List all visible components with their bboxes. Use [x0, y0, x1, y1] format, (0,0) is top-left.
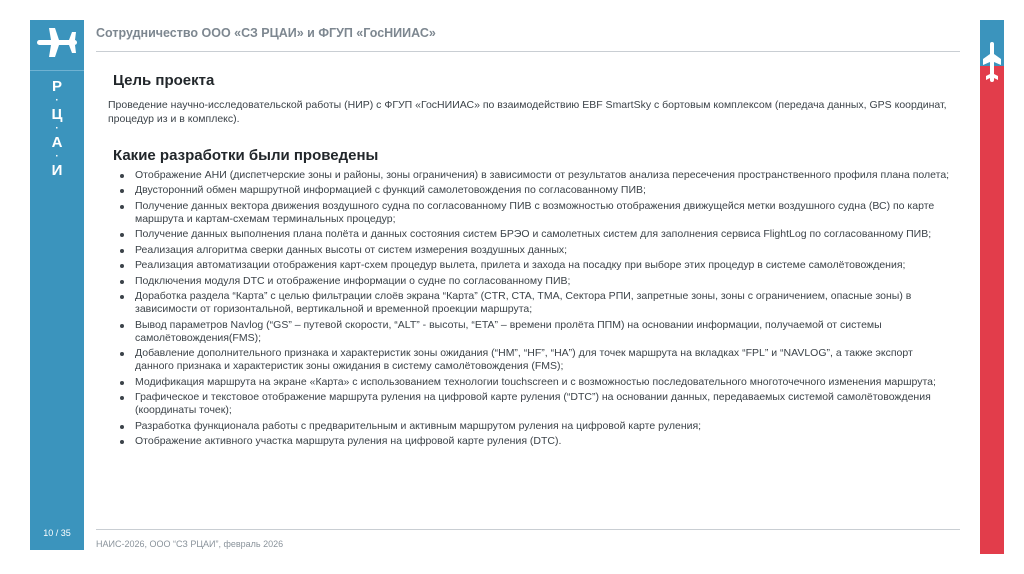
list-item: Модификация маршрута на экране «Карта» с использованием технологии touchscreen и с возможностью последовательного многоточечного изменения маршрута;: [118, 376, 952, 389]
list-item: Разработка функционала работы с предварительным и активным маршрутом руления на цифровой карте руления;: [118, 420, 952, 433]
done-heading: Какие разработки были проведены: [113, 147, 379, 164]
list-item: Подключения модуля DTC и отображение информации о судне по согласованному ПИВ;: [118, 275, 952, 288]
list-item: Вывод параметров Navlog (“GS” – путевой скорости, “ALT” - высоты, “ETA” – времени пролёта ППМ) на основании информации, получаемой от системы самолётовождения(FMS);: [118, 319, 952, 345]
sidebar-letter: И: [51, 162, 63, 179]
list-item: Графическое и текстовое отображение маршрута руления на цифровой карте руления (“DTC”) на основании данных, передаваемых системой самолётовождения (координаты точек);: [118, 391, 952, 417]
list-item: Реализация автоматизации отображения карт-схем процедур вылета, прилета и захода на посадку при выборе этих процедур в системе самолётовождения;: [118, 259, 952, 272]
sidebar-letter: Ц: [51, 106, 63, 123]
airplane-icon: [980, 38, 1004, 86]
left-sidebar: [30, 20, 84, 550]
list-item: Отображение активного участка маршрута руления на цифровой карте руления (DTC).: [118, 435, 952, 448]
sidebar-letter: Р: [51, 78, 62, 95]
airplane-icon: [30, 20, 84, 66]
list-item: Получение данных выполнения плана полёта и данных состояния систем БРЭО и самолетных систем для заполнения сервиса FlightLog по согласованному ПИВ;: [118, 228, 952, 241]
list-item: Получение данных вектора движения воздушного судна по согласованному ПИВ с возможностью отображения движущейся метки воздушного судна (ВС) по карте маршрута и картам-схемам терминальных процедур;: [118, 200, 952, 226]
goal-heading: Цель проекта: [113, 72, 215, 89]
sidebar-letters: [30, 78, 84, 180]
page-header-title: Сотрудничество ООО «СЗ РЦАИ» и ФГУП «ГосНИИАС»: [96, 26, 436, 40]
footer-text: НАИС-2026, ООО “СЗ РЦАИ”, февраль 2026: [96, 539, 284, 549]
list-item: Доработка раздела “Карта” с целью фильтрации слоёв экрана “Карта” (CTR, CTA, TMA, Сектора РПИ, запретные зоны, зоны с ограничением, опасные зоны) в зависимости от горизонтальной, вертикальной и временной проекции маршрута;: [118, 290, 952, 316]
sidebar-letter: А: [51, 134, 63, 151]
list-item: Реализация алгоритма сверки данных высоты от систем измерения воздушных данных;: [118, 244, 952, 257]
footer-divider: [96, 529, 960, 530]
list-item: Добавление дополнительного признака и характеристик зоны ожидания (“HM”, “HF”, “HA”) для точек маршрута на вкладках “FPL” и “NAVLOG”, а также экспорт данного признака и характеристик зоны ожидания в систему самолётовождения (FMS);: [118, 347, 952, 373]
list-item: Двусторонний обмен маршрутной информацией с функций самолетовождения по согласованному ПИВ;: [118, 184, 952, 197]
sidebar-dot: ·: [55, 95, 59, 106]
page-number: 10 / 35: [43, 528, 71, 538]
list-item: Отображение АНИ (диспетчерские зоны и районы, зоны ограничения) в зависимости от результатов анализа пересечения пространственного профиля плана полета;: [118, 169, 952, 182]
sidebar-dot: ·: [55, 123, 59, 134]
done-list: [118, 169, 952, 450]
right-sidebar: [980, 20, 1004, 554]
sidebar-dot: ·: [55, 151, 59, 162]
goal-text: Проведение научно-исследовательской работы (НИР) с ФГУП «ГосНИИАС» по взаимодействию EBF SmartSky с бортовым комплексом (передача данных, GPS координат, процедур из и в комплекс).: [108, 99, 947, 125]
header-divider: [96, 51, 960, 52]
sidebar-divider: [30, 70, 84, 71]
